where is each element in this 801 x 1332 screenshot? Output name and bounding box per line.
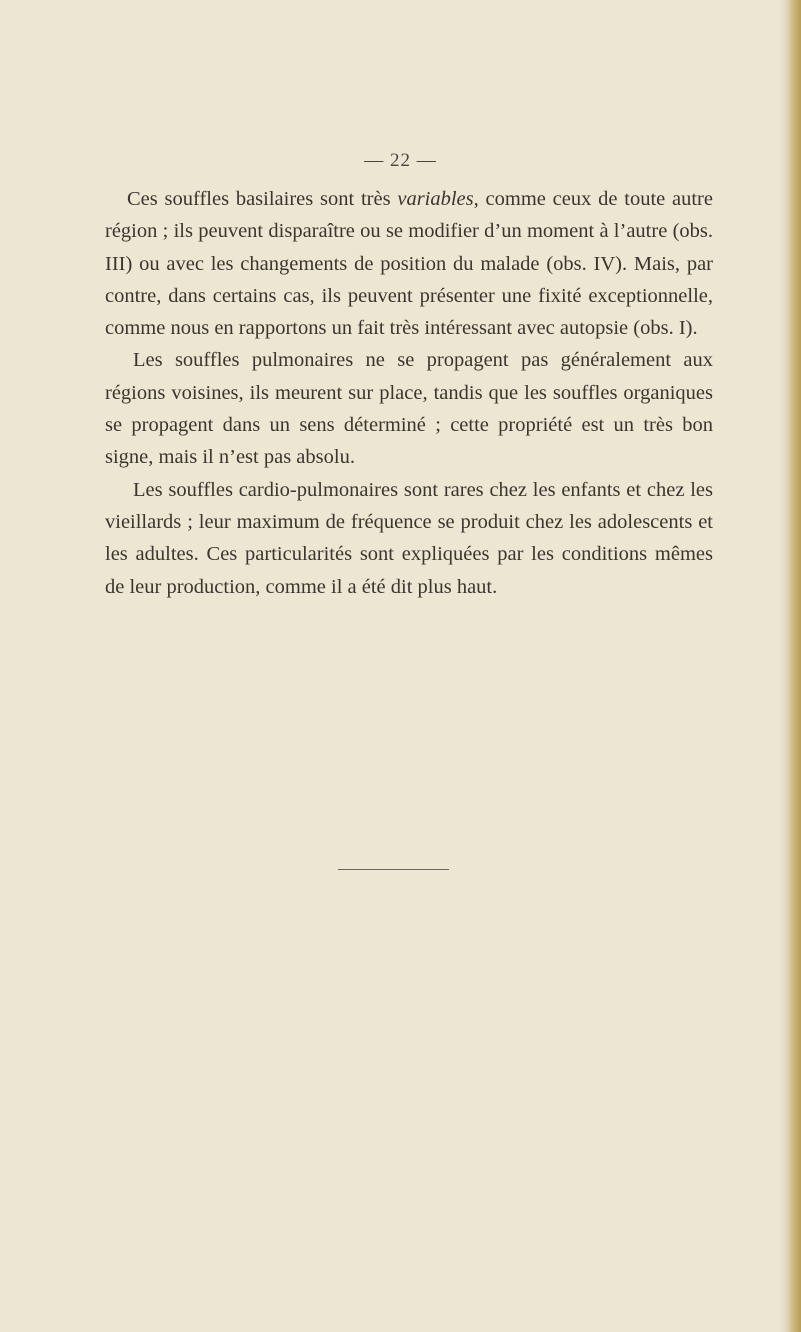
page-number: — 22 — [364, 150, 437, 171]
paragraph-cardio-pulmonary-murmurs: Les souffles cardio-pulmonaires sont rares chez les enfants et chez les vieillards ; leur maximum de fréquence se produit chez les adolescents et les adultes. Ces particularités sont expliquées par les conditions mêmes de leur production, comme il a été dit plus haut. [105, 478, 713, 598]
body-text [105, 183, 713, 603]
page-edge [787, 0, 801, 1332]
emphasis-variables: variables [397, 188, 474, 210]
paragraph-text-end: , comme ceux de toute autre région ; ils peuvent disparaître ou se modifier d’un moment à l’autre (obs. III) ou avec les changements de position du malade (obs. IV). Mais, par contre, dans certains cas, ils peuvent présenter une fixité exceptionnelle, comme nous en rapportons un fait très intéressant avec autopsie (obs. I). [105, 188, 713, 340]
page-edge-shadow [779, 0, 787, 1332]
section-divider-rule [338, 869, 449, 870]
paragraph-pulmonary-murmurs: Les souffles pulmonaires ne se propagent pas généralement aux régions voisines, ils meurent sur place, tandis que les souffles organiques se propagent dans un sens déterminé ; cette propriété est un très bon signe, mais il n’est pas absolu. [105, 349, 713, 469]
paragraph-basilar-murmurs [105, 183, 713, 344]
paragraph-text-start: Ces souffles basilaires sont très [127, 188, 398, 210]
